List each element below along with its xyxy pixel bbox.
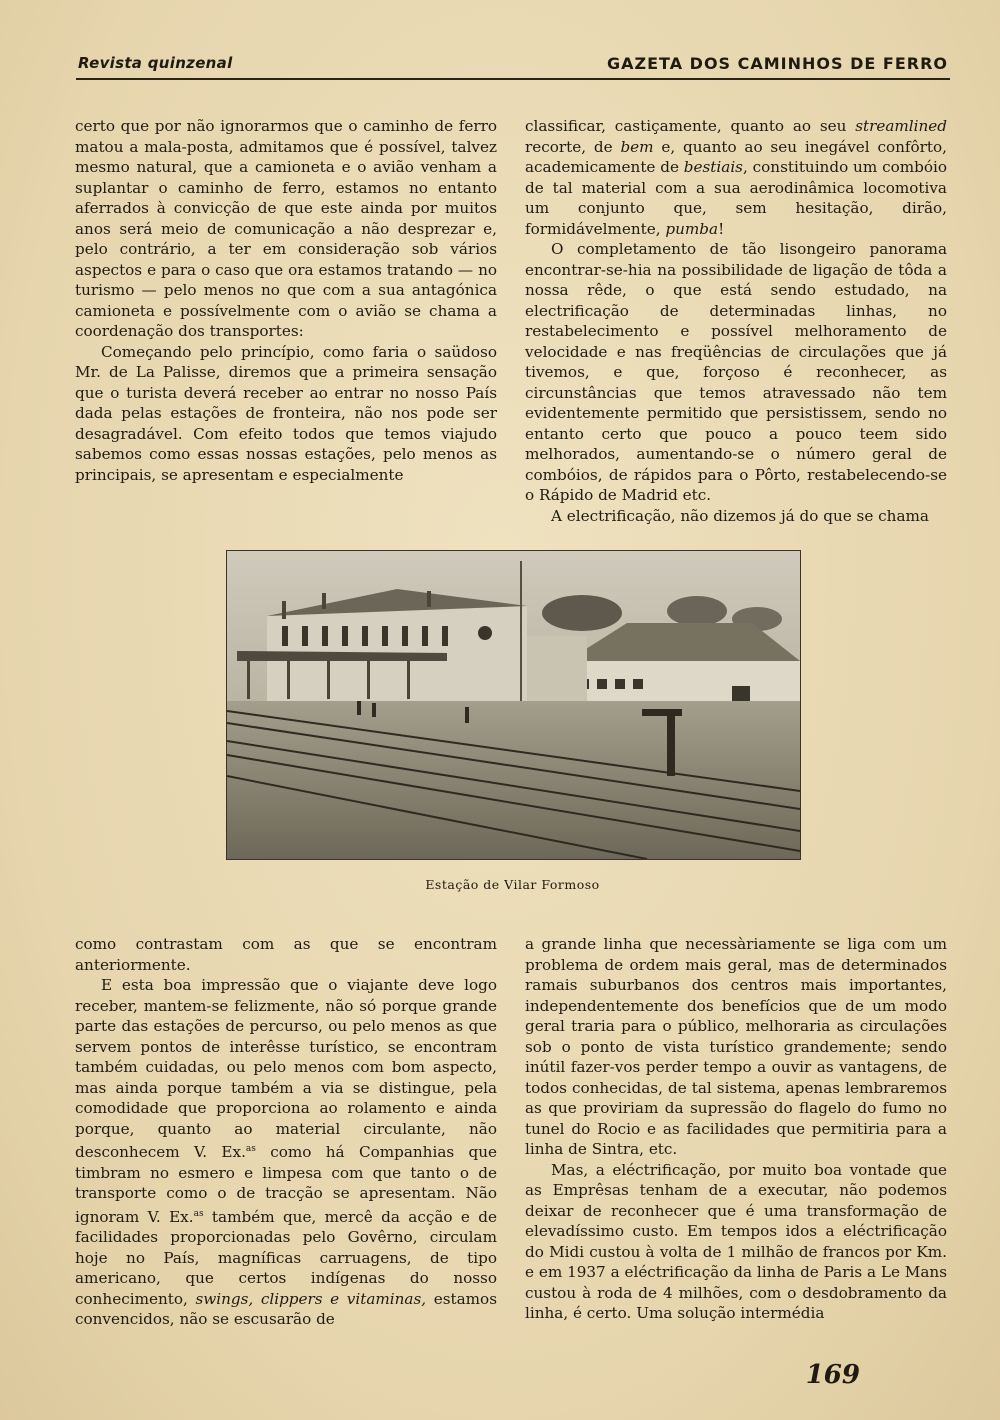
- text-run: recorte, de: [525, 137, 621, 156]
- running-header-title: GAZETA DOS CAMINHOS DE FERRO: [606, 54, 948, 73]
- column-bottom-left: [75, 934, 497, 1330]
- text-run: !: [718, 219, 725, 238]
- photo-caption: Estação de Vilar Formoso: [425, 877, 600, 892]
- text-run: E esta boa impressão que o viajante deve logo receber, mantem-se felizmente, não só porque grande parte das estações de percurso, ou pelo menos as que servem pontos de interêsse turístico, se encontram também cuidadas, ou pelo menos com bom aspecto, mas ainda porque também a via se distingue, pela comodidade que proporciona ao rolamento e ainda porque, quanto ao material circulante, não desconhecem V. Ex.: [75, 976, 497, 1162]
- text-run: e, quanto ao seu inegável confôrto, academicamente de: [525, 137, 947, 176]
- paragraph: O completamento de tão lisongeiro panorama encontrar-se-hia na possibilidade de ligação de tôda a nossa rêde, o que está sendo estudado, na electrificação de determinadas linhas, no restabelecimento e possível melhoramento de velocidade e nas freqüências de circulações que já tivemos, e que, forçoso é reconhecer, as circunstâncias que temos atravessado não tem evidentemente permitido que persistissem, sendo no entanto certo que pouco a pouco teem sido melhorados, aumentando-se o número geral de combóios, de rápidos para o Pôrto, restabelecendo-se o Rápido de Madrid etc.: [525, 240, 947, 504]
- text-run: também que, mercê da acção e de facilidades proporcionadas pelo Govêrno, circulam hoje no País, magníficas carruagens, de tipo americano, que certos indígenas do nosso conhecimento,: [75, 1207, 497, 1308]
- page-number: 169: [805, 1360, 860, 1390]
- running-header-left: Revista quinzenal: [78, 54, 233, 72]
- station-photo-illustration: [227, 551, 800, 859]
- station-photograph: [226, 550, 801, 860]
- italic-term: swings, clippers e vitaminas,: [195, 1289, 427, 1308]
- paragraph: A electrificação, não dizemos já do que se chama: [551, 506, 929, 525]
- superscript: as: [245, 1144, 256, 1154]
- text-run: estamos convencidos, não se escusarão de: [75, 1289, 497, 1329]
- paragraph: Começando pelo princípio, como faria o saüdoso Mr. de La Palisse, diremos que a primeira sensação que o turista deverá receber ao entrar no nosso País dada pelas estações de fronteira, não nos pode ser desagradável. Com efeito todos que temos viajudo sabemos como essas nossas estações, pelo menos as principais, se apresentam e especialmente: [75, 342, 497, 484]
- header-rule: [76, 78, 950, 80]
- text-run: como há Companhias que timbram no esmero e limpesa com que tanto o de transporte como o de tracção se apresentam. Não ignoram V. Ex.: [75, 1143, 497, 1226]
- superscript: as: [193, 1208, 204, 1219]
- italic-term: streamlined: [855, 117, 947, 135]
- paragraph: Mas, a eléctrificação, por muito boa vontade que as Emprêsas tenham de a executar, não podemos deixar de reconhecer que é uma transformação de elevadíssimo custo. Em tempos idos a eléctrificação do Midi custou à volta de 1 milhão de francos por Km. e em 1937 a eléctrificação da linha de Paris a Le Mans custou à roda de 4 milhões, com o desdobramento da linha, é certo. Uma solução intermédia: [525, 1160, 947, 1322]
- paragraph: como contrastam com as que se encontram anteriormente.: [75, 935, 497, 974]
- column-top-right: [525, 116, 947, 526]
- text-run: classificar, castiçamente, quanto ao seu: [525, 117, 856, 135]
- paragraph: [525, 116, 947, 239]
- column-top-left: [75, 116, 497, 485]
- paragraph: certo que por não ignorarmos que o caminho de ferro matou a mala-posta, admitamos que é possível, talvez mesmo natural, que a camioneta e o avião venham a suplantar o caminho de ferro, estamos no entanto aferrados à convicção de que este ainda por muitos anos será meio de comunicação a não desprezar e, pelo contrário, a ter em consideração sob vários aspectos e para o caso que ora estamos tratando — no turismo — pelo menos no que com a sua antagónica camioneta e possívelmente com o avião se chama a coordenação dos transportes:: [75, 117, 497, 340]
- column-bottom-right: [525, 934, 947, 1324]
- text-run: , constituindo um combóio de tal material com a sua aerodinâmica locomotiva um conjunto que, sem hesitação, dirão, formidávelmente,: [525, 158, 947, 238]
- paragraph: a grande linha que necessàriamente se liga com um problema de ordem mais geral, mas de determinados ramais suburbanos dos centros mais importantes, independentemente dos benefícios que de um modo geral traria para o público, melhoraria as circulações sob o ponto de vista turístico grandemente; sendo inútil fazer-vos perder tempo a ouvir as vantagens, de todos conhecidas, de tal sistema, apenas lembraremos as que proviriam da supressão do flagelo do fumo no tunel do Rocio e as facilidades que permitiria para a linha de Sintra, etc.: [525, 935, 947, 1158]
- italic-term: pumba: [665, 219, 719, 238]
- italic-term: bem: [620, 137, 654, 156]
- italic-term: bestiais: [683, 158, 743, 176]
- paragraph: [75, 975, 497, 1330]
